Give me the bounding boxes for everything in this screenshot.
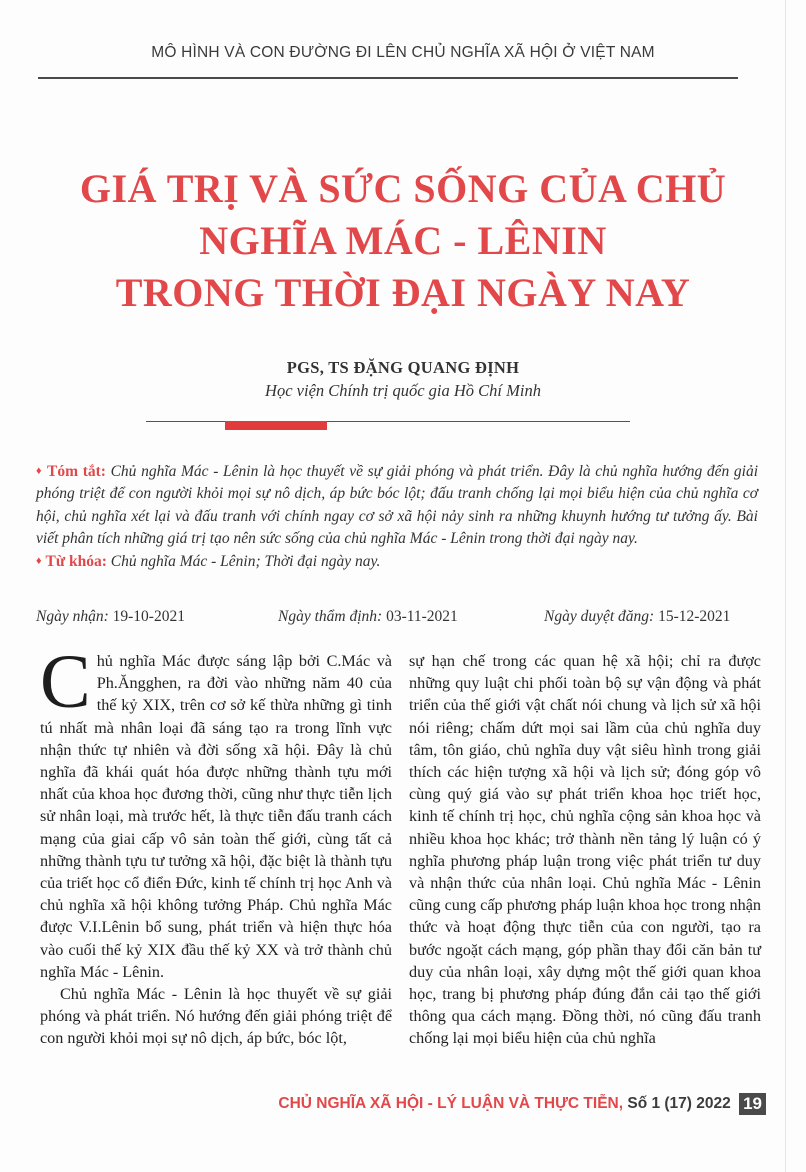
abstract-text: Chủ nghĩa Mác - Lênin là học thuyết về sự giải phóng và phát triển. Đây là chủ nghĩa hướng đến giải phóng triệt để con người khỏi mọi sự nô dịch, áp bức bóc lột; đấu tranh chống lại mọi biểu hiện của chủ nghĩa cơ hội, chủ nghĩa xét lại và đấu tranh với chính ngay cơ sở xã hội nảy sinh ra những khuynh hướng tư tưởng ấy. Bài viết phân tích những giá trị tạo nên sức sống của chủ nghĩa Mác - Lênin trong thời đại ngày nay. (36, 463, 759, 547)
body-column-right (409, 650, 761, 1050)
author-name: PGS, TS ĐẶNG QUANG ĐỊNH (286, 358, 520, 377)
author-affiliation: Học viện Chính trị quốc gia Hồ Chí Minh (265, 381, 541, 400)
title-line-1: GIÁ TRỊ VÀ SỨC SỐNG CỦA CHỦ (79, 166, 727, 211)
body-column-left (40, 640, 392, 1050)
journal-name: CHỦ NGHĨA XÃ HỘI - LÝ LUẬN VÀ THỰC TIỄN, (278, 1095, 624, 1112)
date-received-value: 19-10-2021 (112, 608, 185, 625)
date-approved (544, 608, 730, 626)
body-paragraph: sự hạn chế trong các quan hệ xã hội; chỉ ra được những quy luật chi phối toàn bộ sự vận động và phát triển của thế giới vật chất nói chung và lịch sử xã hội nói riêng; chấm dứt mọi sai lầm của chủ nghĩa duy tâm, tôn giáo, chủ nghĩa duy vật siêu hình trong giải thích các hiện tượng xã hội và lịch sử; đóng góp vô cùng quý giá vào sự phát triển khoa học triết học, kinh tế chính trị học, chủ nghĩa cộng sản khoa học và nhiều khoa học khác; trở thành nền tảng lý luận có ý nghĩa phương pháp luận trong việc phát triển tư duy và nhận thức của nhân loại. Chủ nghĩa Mác - Lênin cũng cung cấp phương pháp luận khoa học trong nhận thức và hoạt động thực tiễn của con người, tạo ra bước ngoặt cách mạng, góp phần thay đổi căn bản tư duy của nhân loại, xây dựng một thế giới quan khoa học, trang bị phương pháp đúng đắn cải tạo thế giới thông qua cách mạng. Đồng thời, nó cũng đấu tranh chống lại mọi biểu hiện của chủ nghĩa (409, 652, 761, 1048)
abstract-block (36, 460, 758, 573)
keywords-label: Từ khóa: (45, 553, 107, 571)
diamond-bullet-icon: ♦ (36, 555, 42, 568)
separator-red-bar (225, 421, 327, 430)
date-reviewed (278, 608, 458, 626)
date-reviewed-label: Ngày thẩm định: (278, 608, 383, 625)
page-footer (0, 1093, 766, 1115)
article-title (0, 163, 806, 319)
date-approved-label: Ngày duyệt đăng: (544, 608, 655, 625)
drop-cap: C (40, 640, 91, 724)
body-paragraph: Chủ nghĩa Mác - Lênin là học thuyết về sự giải phóng và phát triển. Nó hướng đến giải phóng triệt để con người khỏi mọi sự nô dịch, áp bức, bóc lột, (40, 985, 392, 1048)
title-line-2: NGHĨA MÁC - LÊNIN (199, 218, 607, 263)
header-rule (38, 77, 738, 79)
date-received (36, 608, 185, 626)
abstract-label: Tóm tắt: (47, 463, 106, 480)
paragraph-text: hủ nghĩa Mác được sáng lập bởi C.Mác và Ph.Ăngghen, ra đời vào những năm 40 của thế kỷ XIX, trên cơ sở kế thừa những gì tinh tú nhất mà nhân loại đã sáng tạo ra trong lĩnh vực nhận thức tự nhiên và đời sống xã hội. Đây là chủ nghĩa đã khái quát hóa được những thành tựu mới nhất của khoa học đương thời, cũng như thực tiễn lịch sử nhân loại, mà trước hết, là thực tiễn đấu tranh cách mạng của giai cấp vô sản toàn thế giới, cùng tất cả những thành tựu tư tưởng xã hội, đặc biệt là thành tựu của triết học cổ điển Đức, kinh tế chính trị học Anh và chủ nghĩa xã hội không tưởng Pháp. Chủ nghĩa Mác được V.I.Lênin bổ sung, phát triển và hiện thực hóa vào cuối thế kỷ XIX đầu thế kỷ XX và trở thành chủ nghĩa Mác - Lênin. (40, 652, 392, 981)
running-head: MÔ HÌNH VÀ CON ĐƯỜNG ĐI LÊN CHỦ NGHĨA XÃ HỘI Ở VIỆT NAM (151, 44, 655, 61)
date-received-label: Ngày nhận: (36, 608, 109, 625)
keywords-text: Chủ nghĩa Mác - Lênin; Thời đại ngày nay. (110, 553, 381, 571)
issue-number: Số 1 (17) 2022 (627, 1095, 731, 1112)
title-line-3: TRONG THỜI ĐẠI NGÀY NAY (115, 270, 691, 315)
date-reviewed-value: 03-11-2021 (386, 608, 458, 625)
body-paragraph (40, 640, 392, 983)
page-number: 19 (739, 1093, 766, 1115)
date-approved-value: 15-12-2021 (658, 608, 731, 625)
separator-line-right (327, 421, 630, 422)
diamond-bullet-icon: ♦ (36, 465, 43, 477)
